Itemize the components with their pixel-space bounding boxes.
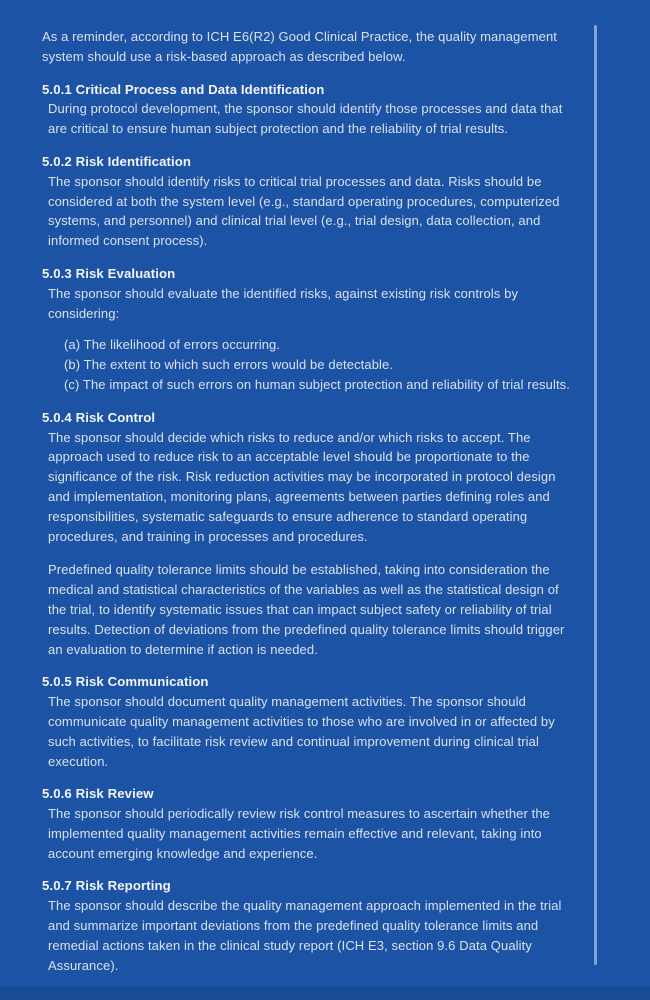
list-item: (b) The extent to which such errors would be detectable. bbox=[64, 357, 394, 373]
document-section bbox=[42, 876, 576, 975]
text-line: procedures, and training in processes and procedures. bbox=[48, 528, 368, 544]
body-paragraph bbox=[42, 172, 576, 251]
document-section bbox=[42, 672, 576, 771]
text-line: considered at both the system level (e.g., standard operating procedures, computerized bbox=[48, 193, 560, 209]
section-heading: 5.0.2 Risk Identification bbox=[42, 153, 192, 169]
text-line: an evaluation to determine if action is needed. bbox=[48, 641, 318, 657]
text-line: approach used to reduce risk to an acceptable level should be proportionate to the bbox=[48, 449, 530, 465]
body-paragraph bbox=[42, 896, 576, 975]
section-heading: 5.0.4 Risk Control bbox=[42, 409, 156, 425]
text-line: Predefined quality tolerance limits should be established, taking into consideration the bbox=[48, 562, 550, 578]
text-line: significance of the risk. Risk reduction activities may be incorporated in protocol design bbox=[48, 469, 556, 485]
text-line: the trial, to identify systematic issues that can impact subject safety or reliability of trial bbox=[48, 601, 552, 617]
text-line: and implementation, monitoring plans, agreements between parties defining roles and bbox=[48, 488, 550, 504]
text-line: medical and statistical characteristics of the variables as well as the statistical design of bbox=[48, 582, 559, 598]
text-line: The sponsor should document quality management activities. The sponsor should bbox=[48, 694, 526, 710]
section-heading: 5.0.1 Critical Process and Data Identification bbox=[42, 81, 325, 97]
lettered-list bbox=[42, 335, 576, 394]
text-line: During protocol development, the sponsor should identify those processes and data that bbox=[48, 101, 563, 117]
sections-container bbox=[42, 80, 576, 976]
list-item: (c) The impact of such errors on human subject protection and reliability of trial results. bbox=[64, 376, 570, 392]
text-line: The sponsor should evaluate the identified risks, against existing risk controls by bbox=[48, 285, 519, 301]
section-heading: 5.0.6 Risk Review bbox=[42, 786, 154, 802]
document-section bbox=[42, 408, 576, 660]
text-line: such activities, to facilitate risk review and continual improvement during clinical trial bbox=[48, 733, 539, 749]
document-section bbox=[42, 80, 576, 139]
document-section bbox=[42, 264, 576, 395]
text-line: The sponsor should periodically review risk control measures to ascertain whether the bbox=[48, 806, 551, 822]
body-paragraph bbox=[42, 804, 576, 863]
text-line: account emerging knowledge and experience. bbox=[48, 845, 318, 861]
scrollbar-thumb[interactable] bbox=[594, 25, 597, 965]
text-line: execution. bbox=[48, 753, 109, 769]
body-paragraph bbox=[42, 284, 576, 324]
body-paragraph bbox=[42, 692, 576, 771]
text-line: communicate quality management activities to those who are involved in or affected by bbox=[48, 713, 555, 729]
text-line: considering: bbox=[48, 305, 120, 321]
document-content bbox=[42, 27, 576, 975]
body-paragraph bbox=[42, 428, 576, 547]
body-paragraph bbox=[42, 99, 576, 139]
text-line: The sponsor should describe the quality management approach implemented in the trial bbox=[48, 898, 562, 914]
text-line: Assurance). bbox=[48, 957, 119, 973]
list-item: (a) The likelihood of errors occurring. bbox=[64, 337, 281, 353]
section-heading: 5.0.3 Risk Evaluation bbox=[42, 265, 176, 281]
text-line: and summarize important deviations from the predefined quality tolerance limits and bbox=[48, 918, 539, 934]
text-line: systems, and personnel) and clinical trial level (e.g., trial design, data collection, and bbox=[48, 213, 541, 229]
text-line: system should use a risk-based approach as described below. bbox=[42, 48, 406, 64]
text-line: results. Detection of deviations from the predefined quality tolerance limits should trigger bbox=[48, 621, 565, 637]
text-line: The sponsor should decide which risks to reduce and/or which risks to accept. The bbox=[48, 429, 531, 445]
text-line: responsibilities, systematic safeguards to ensure adherence to standard operating bbox=[48, 508, 528, 524]
section-heading: 5.0.7 Risk Reporting bbox=[42, 878, 171, 894]
document-section bbox=[42, 152, 576, 251]
document-section bbox=[42, 784, 576, 863]
section-heading: 5.0.5 Risk Communication bbox=[42, 674, 209, 690]
page-bottom-edge bbox=[0, 987, 650, 1000]
text-line: The sponsor should identify risks to critical trial processes and data. Risks should be bbox=[48, 173, 542, 189]
text-line: remedial actions taken in the clinical study report (ICH E3, section 9.6 Data Quality bbox=[48, 937, 532, 953]
body-paragraph bbox=[42, 560, 576, 659]
text-line: are critical to ensure human subject protection and the reliability of trial results. bbox=[48, 121, 509, 137]
text-line: implemented quality management activities remain effective and relevant, taking into bbox=[48, 825, 542, 841]
text-line: informed consent process). bbox=[48, 233, 208, 249]
text-line: As a reminder, according to ICH E6(R2) Good Clinical Practice, the quality management bbox=[42, 29, 558, 44]
intro-paragraph bbox=[42, 27, 576, 67]
